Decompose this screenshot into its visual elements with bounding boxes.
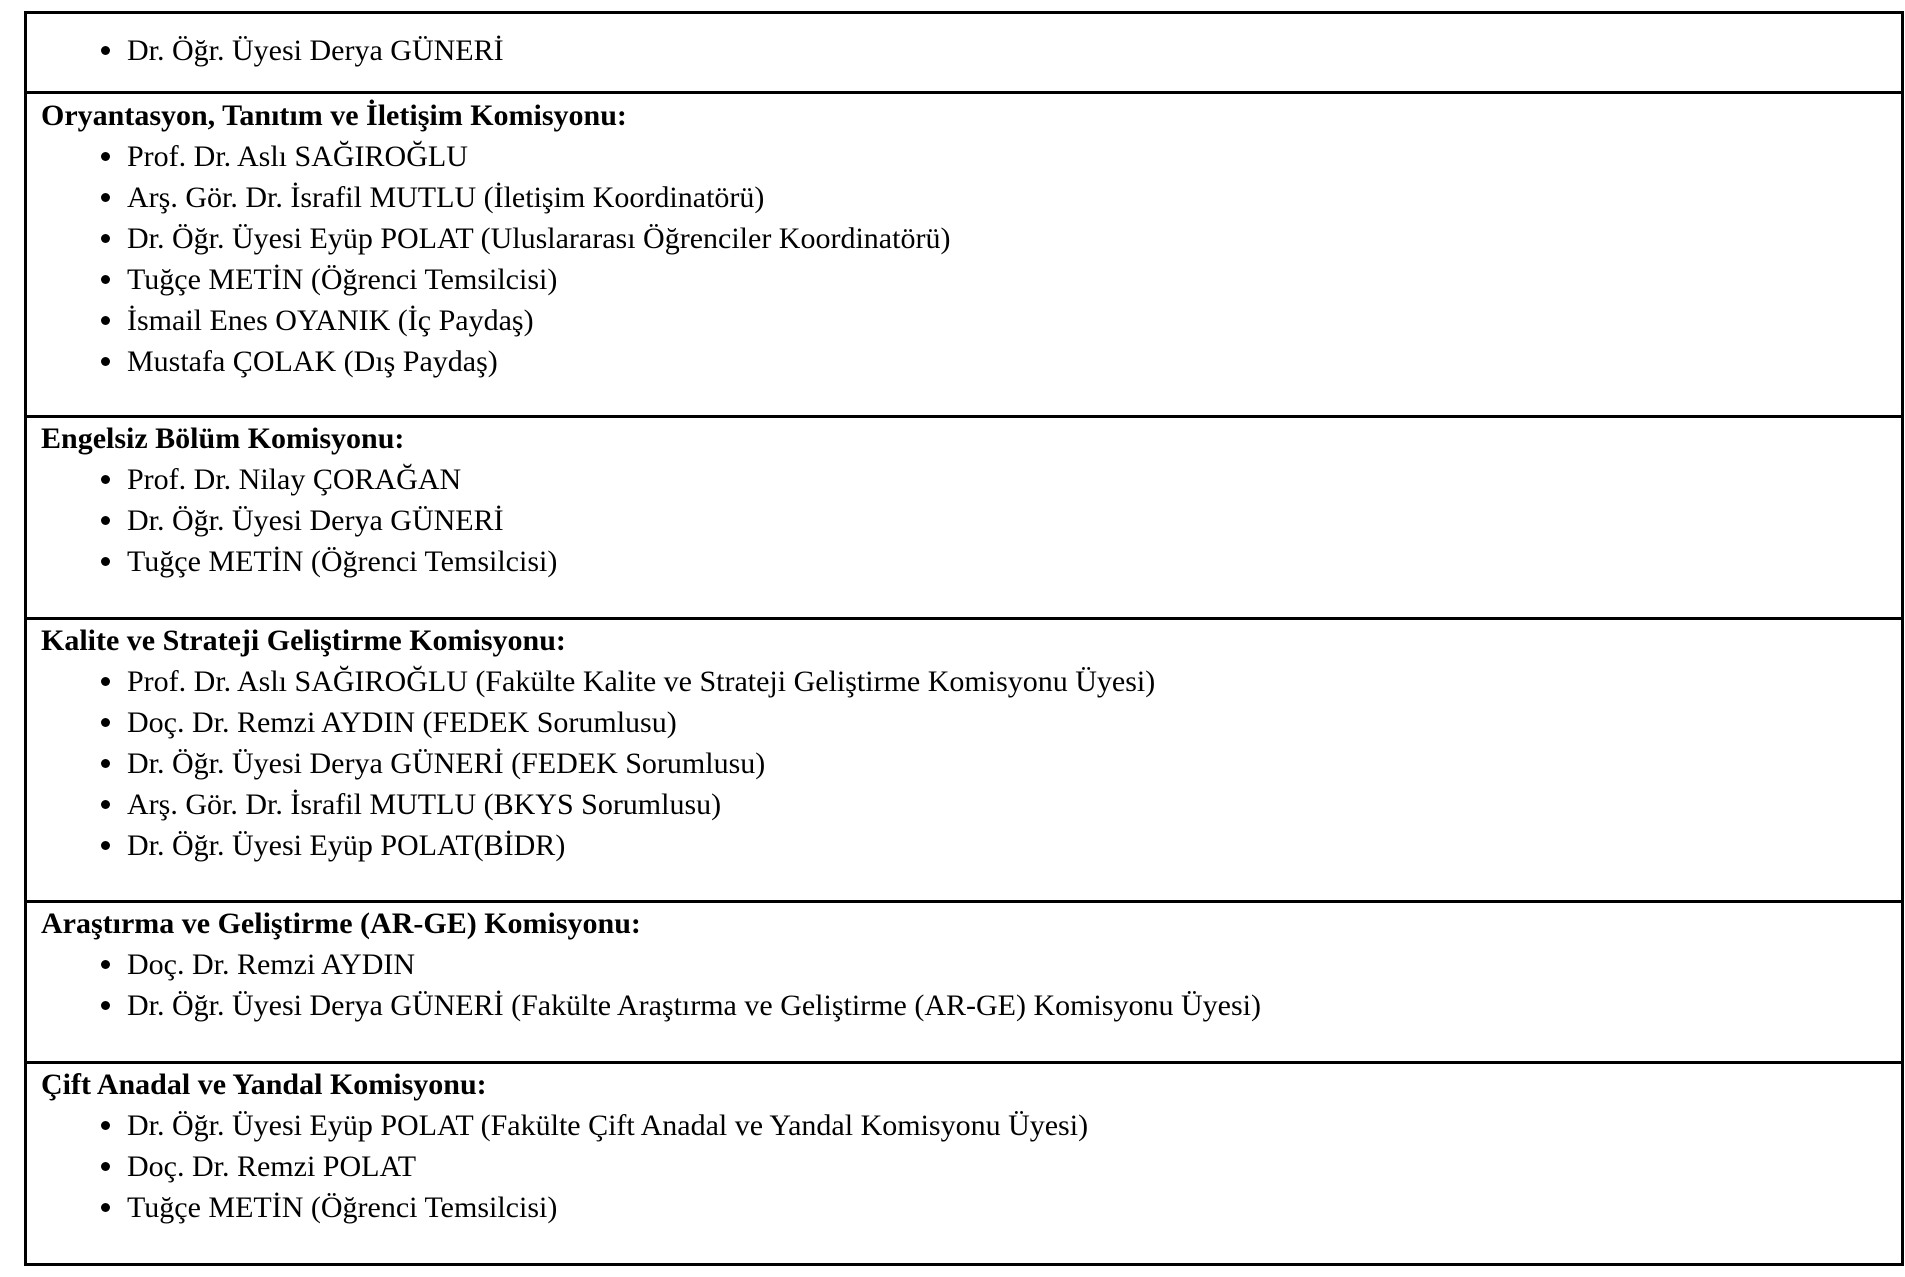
list-item <box>41 30 1901 71</box>
section-cell <box>27 418 1901 620</box>
member-list <box>41 944 1901 1026</box>
list-item <box>41 136 1901 177</box>
bullet-icon <box>101 275 110 284</box>
member-list <box>41 136 1901 382</box>
bullet-icon <box>101 475 110 484</box>
list-item <box>41 985 1901 1026</box>
member-list <box>41 459 1901 582</box>
member-name: Arş. Gör. Dr. İsrafil MUTLU (İletişim Koordinatörü) <box>127 181 765 214</box>
member-name: Tuğçe METİN (Öğrenci Temsilcisi) <box>127 263 558 296</box>
bullet-icon <box>101 516 110 525</box>
list-item <box>41 702 1901 743</box>
member-name: Tuğçe METİN (Öğrenci Temsilcisi) <box>127 1191 558 1224</box>
bullet-icon <box>101 557 110 566</box>
member-name: İsmail Enes OYANIK (İç Paydaş) <box>127 304 534 337</box>
bullet-icon <box>101 800 110 809</box>
member-list <box>41 14 1901 71</box>
bullet-icon <box>101 357 110 366</box>
member-name: Dr. Öğr. Üyesi Derya GÜNERİ <box>127 34 504 67</box>
bullet-icon <box>101 718 110 727</box>
list-item <box>41 300 1901 341</box>
bullet-icon <box>101 234 110 243</box>
member-name: Doç. Dr. Remzi AYDIN (FEDEK Sorumlusu) <box>127 706 677 739</box>
member-list <box>41 661 1901 866</box>
committee-table <box>24 11 1904 1266</box>
member-name: Dr. Öğr. Üyesi Eyüp POLAT (Uluslararası Öğrenciler Koordinatörü) <box>127 222 951 255</box>
member-name: Dr. Öğr. Üyesi Derya GÜNERİ (FEDEK Sorumlusu) <box>127 747 766 780</box>
member-name: Prof. Dr. Aslı SAĞIROĞLU <box>127 140 468 173</box>
bullet-icon <box>101 316 110 325</box>
section-cell <box>27 94 1901 418</box>
list-item <box>41 661 1901 702</box>
bullet-icon <box>101 960 110 969</box>
member-name: Dr. Öğr. Üyesi Derya GÜNERİ <box>127 504 504 537</box>
list-item <box>41 218 1901 259</box>
section-title: Kalite ve Strateji Geliştirme Komisyonu: <box>41 624 566 657</box>
list-item <box>41 1146 1901 1187</box>
bullet-icon <box>101 1162 110 1171</box>
bullet-icon <box>101 1121 110 1130</box>
member-name: Doç. Dr. Remzi POLAT <box>127 1150 417 1183</box>
section-title: Çift Anadal ve Yandal Komisyonu: <box>41 1068 487 1101</box>
member-name: Dr. Öğr. Üyesi Eyüp POLAT (Fakülte Çift Anadal ve Yandal Komisyonu Üyesi) <box>127 1109 1089 1142</box>
bullet-icon <box>101 677 110 686</box>
section-cell <box>27 620 1901 903</box>
list-item <box>41 1105 1901 1146</box>
member-name: Tuğçe METİN (Öğrenci Temsilcisi) <box>127 545 558 578</box>
section-title: Oryantasyon, Tanıtım ve İletişim Komisyonu: <box>41 99 627 132</box>
list-item <box>41 177 1901 218</box>
bullet-icon <box>101 1203 110 1212</box>
bullet-icon <box>101 152 110 161</box>
bullet-icon <box>101 759 110 768</box>
member-name: Dr. Öğr. Üyesi Eyüp POLAT(BİDR) <box>127 829 566 862</box>
section-cell <box>27 1064 1901 1266</box>
section-cell <box>27 14 1901 94</box>
bullet-icon <box>101 193 110 202</box>
member-name: Prof. Dr. Aslı SAĞIROĞLU (Fakülte Kalite ve Strateji Geliştirme Komisyonu Üyesi) <box>127 665 1156 698</box>
member-name: Doç. Dr. Remzi AYDIN <box>127 948 416 981</box>
list-item <box>41 341 1901 382</box>
list-item <box>41 825 1901 866</box>
member-list <box>41 1105 1901 1228</box>
list-item <box>41 743 1901 784</box>
list-item <box>41 259 1901 300</box>
section-title: Engelsiz Bölüm Komisyonu: <box>41 422 405 455</box>
list-item <box>41 541 1901 582</box>
section-title: Araştırma ve Geliştirme (AR-GE) Komisyonu: <box>41 907 641 940</box>
list-item <box>41 944 1901 985</box>
bullet-icon <box>101 1001 110 1010</box>
member-name: Prof. Dr. Nilay ÇORAĞAN <box>127 463 462 496</box>
bullet-icon <box>101 46 110 55</box>
member-name: Dr. Öğr. Üyesi Derya GÜNERİ (Fakülte Araştırma ve Geliştirme (AR-GE) Komisyonu Üyesi) <box>127 989 1261 1022</box>
list-item <box>41 784 1901 825</box>
list-item <box>41 459 1901 500</box>
list-item <box>41 500 1901 541</box>
section-cell <box>27 903 1901 1064</box>
member-name: Mustafa ÇOLAK (Dış Paydaş) <box>127 345 498 378</box>
bullet-icon <box>101 841 110 850</box>
member-name: Arş. Gör. Dr. İsrafil MUTLU (BKYS Sorumlusu) <box>127 788 722 821</box>
list-item <box>41 1187 1901 1228</box>
